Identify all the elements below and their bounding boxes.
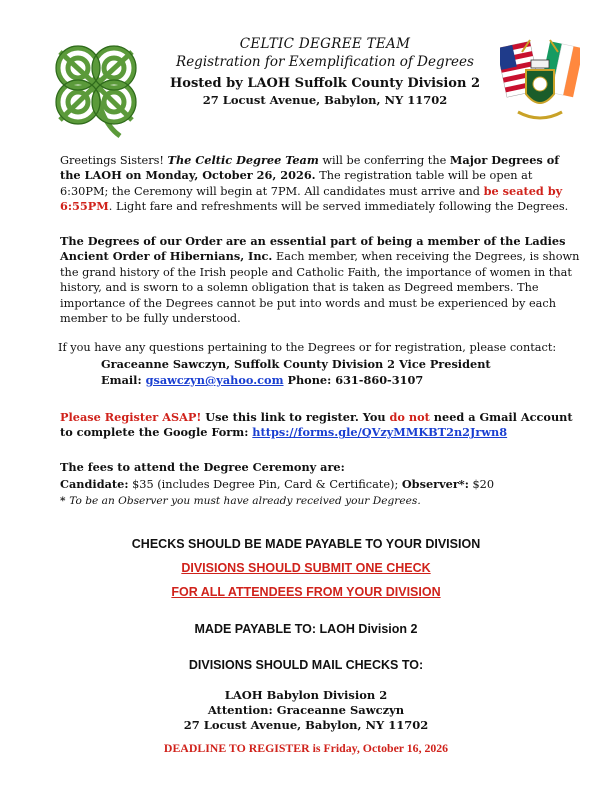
mailing-line-3: 27 Locust Avenue, Babylon, NY 11702: [183, 718, 429, 732]
google-form-link[interactable]: https://forms.gle/QVzyMMKBT2n2Jrwn8: [252, 425, 508, 440]
host-address: 27 Locust Avenue, Babylon, NY 11702: [202, 93, 448, 107]
candidate-label: Candidate:: [60, 477, 129, 491]
register-text-2: need a Gmail Account to complete the Google Form:: [60, 410, 573, 440]
email-label: Email:: [101, 373, 146, 387]
candidate-fee: $35 (includes Degree Pin, Card & Certificate);: [128, 478, 402, 491]
registration-subtitle: Registration for Exemplification of Degrees: [176, 54, 474, 70]
team-title: CELTIC DEGREE TEAM: [239, 36, 411, 52]
observer-label: Observer*:: [401, 477, 469, 491]
intro-text: will be conferring the: [318, 154, 450, 167]
intro-refreshments: . Light fare and refreshments will be served immediately following the Degrees.: [108, 200, 569, 214]
mailing-address: [0, 688, 612, 733]
observer-note: [60, 493, 582, 510]
degrees-paragraph: [60, 234, 582, 326]
register-paragraph: [60, 410, 582, 441]
register-text: Use this link to register. You: [201, 410, 390, 424]
contact-name: Graceanne Sawczyn, Suffolk County Division 2 Vice President: [101, 357, 491, 371]
fees-heading: The fees to attend the Degree Ceremony are:: [60, 460, 345, 474]
intro-paragraph: [60, 153, 582, 215]
all-attendees: FOR ALL ATTENDEES FROM YOUR DIVISION: [171, 585, 441, 599]
checks-payable-line: CHECKS SHOULD BE MADE PAYABLE TO YOUR DIVISION: [131, 537, 481, 551]
deadline: DEADLINE TO REGISTER is Friday, October 16, 2026: [163, 741, 449, 755]
host-line: Hosted by LAOH Suffolk County Division 2: [169, 76, 480, 91]
team-name: The Celtic Degree Team: [167, 153, 319, 167]
observer-fee: $20: [468, 478, 495, 491]
contact-block: [58, 340, 580, 388]
greeting: Greetings Sisters!: [60, 154, 168, 167]
contact-intro: If you have any questions pertaining to the Degrees or for registration, please contact:: [58, 341, 557, 354]
note-star: *: [60, 495, 70, 507]
mail-checks-to: DIVISIONS SHOULD MAIL CHECKS TO:: [188, 658, 424, 672]
observer-note-text: To be an Observer you must have already received your Degrees.: [69, 495, 421, 507]
seated-time: be seated by 6:55PM: [60, 183, 563, 214]
email-link[interactable]: gsawczyn@yahoo.com: [145, 373, 284, 387]
fees-line: [60, 476, 582, 493]
register-asap: Please Register ASAP!: [60, 410, 202, 424]
made-payable-to: MADE PAYABLE TO: LAOH Division 2: [194, 622, 418, 636]
flyer-header: [150, 36, 500, 108]
mailing-line-2: Attention: Graceanne Sawczyn: [207, 703, 405, 717]
degrees-lead: The Degrees of our Order are an essential part of being a member of the Ladies Ancient Order of Hibernians, Inc.: [60, 234, 566, 264]
contact-details: [58, 372, 580, 388]
laoh-crest-icon: [500, 32, 580, 132]
celtic-shamrock-icon: [40, 32, 152, 140]
intro-schedule: The registration table will be open at 6:30PM; the Ceremony will begin at 7PM. All candidates must arrive and: [60, 169, 533, 198]
event-date: Major Degrees of the LAOH on Monday, October 26, 2026.: [60, 153, 560, 183]
phone: Phone: 631-860-3107: [283, 373, 424, 387]
fees-block: [60, 459, 582, 510]
degrees-text: Each member, when receiving the Degrees, is shown the grand history of the Irish people and Catholic Faith, the importance of women in that history, and is sworn to a solemn obligation that is taken as Degreed members. The importance of the Degrees cannot be put into words and must be experienced by each member to be fully understood.: [60, 250, 580, 326]
mailing-line-1: LAOH Babylon Division 2: [224, 688, 388, 702]
submit-one-check: DIVISIONS SHOULD SUBMIT ONE CHECK: [181, 561, 431, 575]
do-not: do not: [389, 410, 430, 424]
